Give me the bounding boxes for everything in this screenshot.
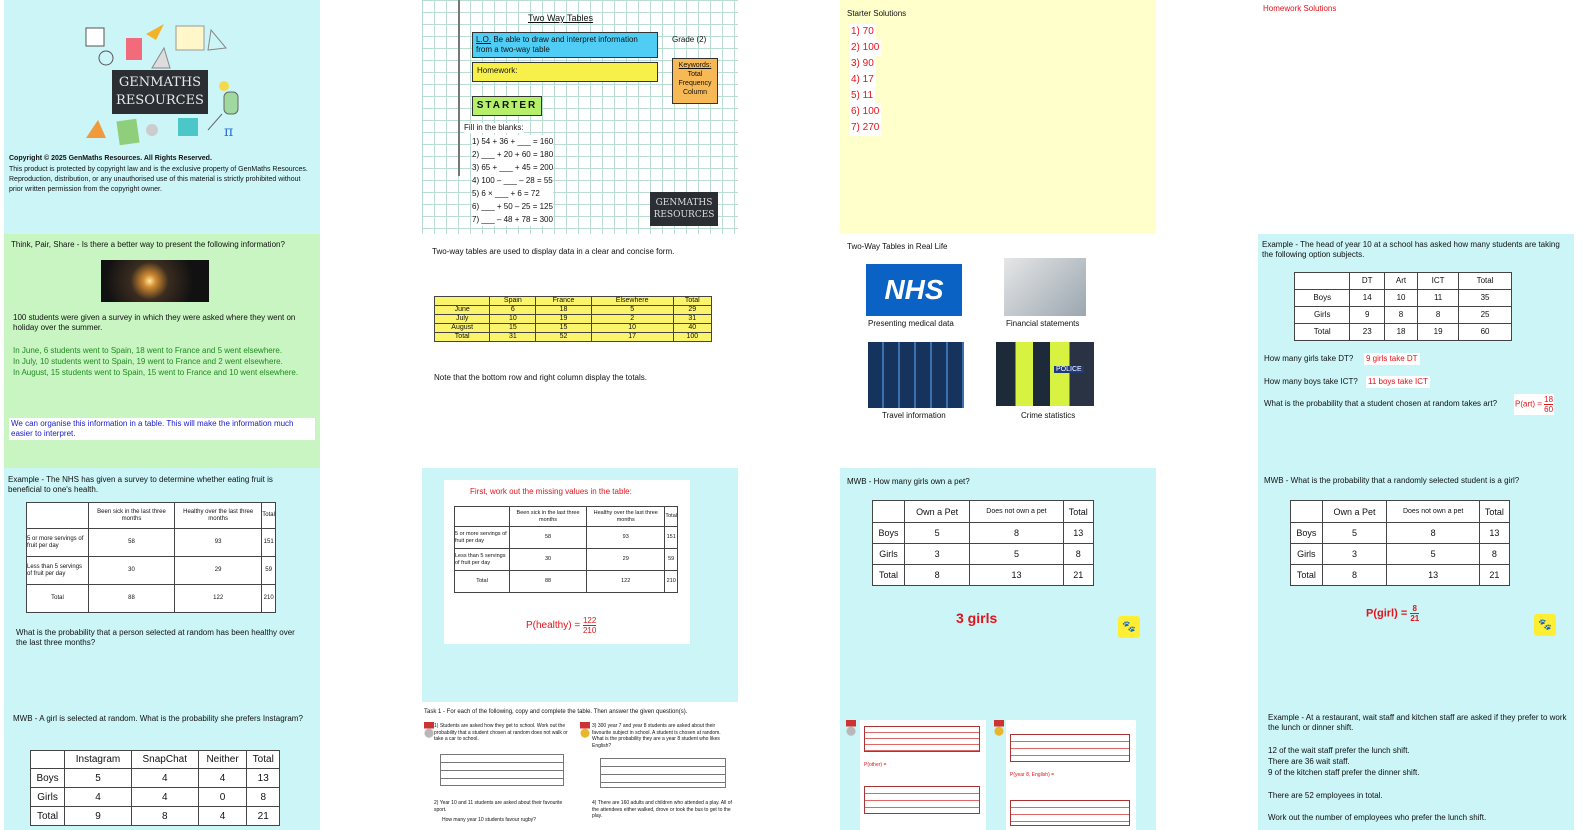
logo-line-1: GENMATHS bbox=[118, 75, 202, 90]
table-cell: July bbox=[435, 315, 490, 324]
table-cell: Girls bbox=[1291, 544, 1323, 565]
table-cell: 19 bbox=[536, 315, 591, 324]
slide-option-subjects bbox=[1258, 234, 1574, 468]
table-cell: 5 or more servings of fruit per day bbox=[455, 527, 510, 549]
table-cell: 122 bbox=[175, 585, 262, 613]
holiday-table bbox=[434, 296, 712, 342]
social-header-blank bbox=[31, 751, 65, 769]
slide-two-way-intro bbox=[422, 234, 738, 468]
lo-prefix: L.O. bbox=[476, 35, 492, 44]
fruit-table-answer bbox=[454, 506, 678, 593]
holiday-header-elsewhere: Elsewhere bbox=[591, 297, 673, 306]
caption-travel: Travel information bbox=[882, 411, 946, 420]
starter-q6: 6) ___ + 50 – 25 = 125 bbox=[472, 202, 553, 211]
p-other-label: P(other) = bbox=[864, 762, 887, 768]
answers-table-1 bbox=[864, 726, 980, 752]
table-cell: 29 bbox=[587, 549, 665, 571]
fruit-answer-header-healthy: Healthy over the last three months bbox=[587, 507, 665, 527]
solution-5: 5) 11 bbox=[849, 88, 875, 104]
starter-solutions-title: Starter Solutions bbox=[847, 9, 907, 18]
table-cell: Less than 5 servings of fruit per day bbox=[455, 549, 510, 571]
starter-q4: 4) 100 – ___ – 28 = 55 bbox=[472, 176, 553, 185]
option-subjects-table bbox=[1294, 272, 1512, 341]
learning-objective bbox=[472, 32, 658, 58]
holiday-header-france: France bbox=[536, 297, 591, 306]
table-cell: 23 bbox=[1350, 324, 1384, 341]
starter-questions bbox=[472, 135, 553, 226]
table-cell: Girls bbox=[1295, 307, 1350, 324]
table-cell: 19 bbox=[1418, 324, 1459, 341]
social-header-total: Total bbox=[247, 751, 280, 769]
table-cell: 21 bbox=[1063, 565, 1093, 586]
fruit-answer-header-sick: Been sick in the last three months bbox=[510, 507, 587, 527]
options-header-dt: DT bbox=[1350, 273, 1384, 290]
keywords-box bbox=[672, 58, 718, 104]
tps-green-line-1: In June, 6 students went to Spain, 18 went to France and 5 went elsewhere. bbox=[13, 346, 283, 355]
table-cell: 4 bbox=[65, 788, 132, 807]
slide-think-pair-share bbox=[4, 234, 320, 468]
homework-box bbox=[472, 62, 658, 82]
task-1-title: Task 1 - For each of the following, copy and complete the table. Then answer the given question(s). bbox=[424, 709, 688, 715]
p-year8-english-label: P(year 8, English) = bbox=[1010, 772, 1055, 778]
grade-label: Grade (2) bbox=[672, 35, 707, 44]
social-header-instagram: Instagram bbox=[65, 751, 132, 769]
real-life-title: Two-Way Tables in Real Life bbox=[847, 242, 948, 251]
svg-text:π: π bbox=[224, 124, 234, 140]
table-cell: 35 bbox=[1459, 290, 1512, 307]
nhs-example-title: Example - The NHS has given a survey to determine whether eating fruit is beneficial to one's health. bbox=[8, 475, 273, 494]
options-a3-prefix: P(art) = bbox=[1515, 399, 1542, 409]
table-cell: 5 bbox=[970, 544, 1063, 565]
solution-6: 6) 100 bbox=[849, 104, 881, 120]
fraction-denominator: 21 bbox=[1410, 614, 1420, 623]
solution-4: 4) 17 bbox=[849, 72, 876, 88]
starter-q3: 3) 65 + ___ + 45 = 200 bbox=[472, 163, 554, 172]
table-cell: 40 bbox=[673, 324, 711, 333]
starter-q2: 2) ___ + 20 + 60 = 180 bbox=[472, 150, 554, 159]
table-cell: Total bbox=[873, 565, 905, 586]
table-cell: 210 bbox=[262, 585, 276, 613]
pet-table-2 bbox=[1290, 500, 1510, 586]
slide-restaurant bbox=[1258, 702, 1574, 830]
social-header-snapchat: SnapChat bbox=[131, 751, 198, 769]
table-cell: 10 bbox=[490, 315, 536, 324]
table-cell: 10 bbox=[591, 324, 673, 333]
copyright-text: This product is protected by copyright law and is the exclusive property of GenMaths Resources. Reproduction, distribution, or any unauthorised use of this material is strictly prohibited without prior written permission from the copyright owner. bbox=[9, 166, 308, 193]
task-q1-table bbox=[440, 754, 564, 786]
nhs-logo bbox=[866, 264, 962, 316]
table-cell: 151 bbox=[262, 529, 276, 557]
slide-pet-probability bbox=[1258, 468, 1574, 702]
slide-title bbox=[422, 0, 738, 234]
table-cell: 3 bbox=[904, 544, 969, 565]
task-q2b: How many year 10 students favour rugby? bbox=[442, 817, 536, 823]
starter-solutions-list bbox=[849, 24, 881, 136]
calculator-image bbox=[1004, 258, 1086, 316]
table-cell: 10 bbox=[1384, 290, 1417, 307]
table-cell: 18 bbox=[536, 306, 591, 315]
table-cell: 13 bbox=[1387, 565, 1479, 586]
solution-7: 7) 270 bbox=[849, 120, 881, 136]
starter-q5: 5) 6 × ___ + 6 = 72 bbox=[472, 189, 540, 198]
medal-gold-icon bbox=[994, 720, 1004, 736]
table-cell: 8 bbox=[1479, 544, 1509, 565]
table-cell: 14 bbox=[1350, 290, 1384, 307]
slide-instagram bbox=[4, 702, 320, 830]
answers-table-3 bbox=[1010, 734, 1130, 762]
task-q2: 2) Year 10 and 11 students are asked about their favourite sport. bbox=[434, 800, 563, 813]
medal-gold-icon bbox=[580, 722, 590, 738]
table-cell: Boys bbox=[1291, 523, 1323, 544]
table-cell: 88 bbox=[89, 585, 175, 613]
task-q3-table bbox=[600, 758, 726, 788]
answers-card-left bbox=[860, 720, 986, 830]
fraction bbox=[583, 616, 596, 635]
table-cell: Total bbox=[455, 571, 510, 593]
nhs-answer-card bbox=[444, 480, 690, 644]
pet2-header-blank bbox=[1291, 501, 1323, 523]
small-logo bbox=[650, 192, 718, 226]
lightbulb-image bbox=[101, 260, 209, 302]
slide-nhs-answer bbox=[422, 468, 738, 702]
nhs-example-question: What is the probability that a person selected at random has been healthy over the last three months? bbox=[16, 628, 295, 647]
slide-nhs-example bbox=[4, 468, 320, 702]
table-cell: 15 bbox=[490, 324, 536, 333]
table-cell: 8 bbox=[904, 565, 969, 586]
table-cell: 122 bbox=[587, 571, 665, 593]
table-cell: 21 bbox=[1479, 565, 1509, 586]
tps-green-line-2: In July, 10 students went to Spain, 19 went to France and 2 went elsewhere. bbox=[13, 357, 283, 366]
answers-table-2 bbox=[864, 786, 980, 814]
table-cell: 58 bbox=[510, 527, 587, 549]
holiday-header-total: Total bbox=[673, 297, 711, 306]
table-cell: 60 bbox=[1459, 324, 1512, 341]
slide-pet-count bbox=[840, 468, 1156, 702]
table-cell: 13 bbox=[1479, 523, 1509, 544]
table-cell: 93 bbox=[587, 527, 665, 549]
table-cell: Girls bbox=[31, 788, 65, 807]
p-girl-answer bbox=[1366, 604, 1419, 623]
fraction-denominator: 60 bbox=[1544, 405, 1554, 414]
table-cell: 8 bbox=[1418, 307, 1459, 324]
pet-count-answer: 3 girls bbox=[956, 610, 998, 626]
table-cell: 59 bbox=[665, 549, 678, 571]
homework-label: Homework: bbox=[477, 66, 518, 75]
table-cell: 11 bbox=[1418, 290, 1459, 307]
table-cell: Less than 5 servings of fruit per day bbox=[27, 557, 89, 585]
table-cell: 18 bbox=[1384, 324, 1417, 341]
pet2-header-not-own: Does not own a pet bbox=[1387, 501, 1479, 523]
holiday-header-blank bbox=[435, 297, 490, 306]
police-image bbox=[996, 342, 1094, 406]
table-cell: 4 bbox=[198, 769, 247, 788]
pet2-header-own: Own a Pet bbox=[1322, 501, 1387, 523]
table-cell: 9 bbox=[1350, 307, 1384, 324]
holiday-header-spain: Spain bbox=[490, 297, 536, 306]
paw-icon[interactable]: 🐾 bbox=[1534, 614, 1556, 636]
table-cell: August bbox=[435, 324, 490, 333]
totals-note: Note that the bottom row and right column display the totals. bbox=[434, 373, 648, 382]
options-q3: What is the probability that a student chosen at random takes art? bbox=[1264, 399, 1498, 408]
table-cell: 59 bbox=[262, 557, 276, 585]
slide-starter-solutions bbox=[840, 0, 1156, 234]
options-header-blank bbox=[1295, 273, 1350, 290]
table-cell: 31 bbox=[673, 315, 711, 324]
restaurant-title: Example - At a restaurant, wait staff and kitchen staff are asked if they prefer to work the lunch or dinner shift. bbox=[1268, 713, 1567, 732]
table-cell: 29 bbox=[175, 557, 262, 585]
table-cell: 4 bbox=[131, 769, 198, 788]
keyword-3: Column bbox=[682, 89, 708, 96]
copyright-heading: Copyright © 2025 GenMaths Resources. All Rights Reserved. bbox=[9, 155, 212, 162]
caption-crime: Crime statistics bbox=[1021, 411, 1076, 420]
restaurant-line-1: 12 of the wait staff prefer the lunch shift. bbox=[1268, 746, 1410, 755]
tps-title: Think, Pair, Share - Is there a better way to present the following information? bbox=[11, 240, 285, 249]
table-cell: 5 or more servings of fruit per day bbox=[27, 529, 89, 557]
police-badge-text: POLICE bbox=[1056, 366, 1082, 373]
table-cell: 8 bbox=[247, 788, 280, 807]
table-cell: 6 bbox=[490, 306, 536, 315]
logo-line-2: RESOURCES bbox=[116, 93, 204, 108]
table-cell: Girls bbox=[873, 544, 905, 565]
fruit-answer-header-blank bbox=[455, 507, 510, 527]
table-cell: 0 bbox=[198, 788, 247, 807]
nhs-text: NHS bbox=[884, 274, 944, 305]
twoway-intro-text: Two-way tables are used to display data in a clear and concise form. bbox=[432, 247, 675, 256]
p-healthy-answer bbox=[526, 616, 596, 635]
answers-table-4 bbox=[1010, 800, 1130, 826]
solution-1: 1) 70 bbox=[849, 24, 876, 40]
table-cell: 52 bbox=[536, 333, 591, 342]
caption-financial: Financial statements bbox=[1006, 319, 1080, 328]
options-header-total: Total bbox=[1459, 273, 1512, 290]
options-a3 bbox=[1514, 394, 1554, 415]
fruit-header-total: Total bbox=[262, 503, 276, 529]
fruit-table bbox=[26, 502, 276, 613]
fraction bbox=[1410, 604, 1419, 623]
table-cell: 25 bbox=[1459, 307, 1512, 324]
fill-in-label: Fill in the blanks: bbox=[464, 123, 524, 132]
table-cell: 5 bbox=[1322, 523, 1387, 544]
pet-header-own: Own a Pet bbox=[904, 501, 969, 523]
table-cell: 2 bbox=[591, 315, 673, 324]
keyword-2: Frequency bbox=[678, 80, 712, 87]
slide-task-1-answers bbox=[840, 702, 1156, 830]
pet-count-title: MWB - How many girls own a pet? bbox=[847, 477, 970, 486]
table-cell: 5 bbox=[65, 769, 132, 788]
table-cell: 3 bbox=[1322, 544, 1387, 565]
fraction-denominator: 210 bbox=[582, 626, 597, 635]
table-cell: Total bbox=[1291, 565, 1323, 586]
lo-text: Be able to draw and interpret information from a two-way table bbox=[476, 35, 638, 54]
options-title: Example - The head of year 10 at a school has asked how many students are taking the following option subjects. bbox=[1262, 240, 1560, 259]
logo-box bbox=[112, 70, 208, 114]
medal-silver-icon bbox=[424, 722, 434, 738]
social-header-neither: Neither bbox=[198, 751, 247, 769]
table-cell: 5 bbox=[591, 306, 673, 315]
restaurant-task: Work out the number of employees who prefer the lunch shift. bbox=[1268, 813, 1487, 822]
pet2-header-total: Total bbox=[1479, 501, 1509, 523]
table-cell: 8 bbox=[1384, 307, 1417, 324]
table-cell: June bbox=[435, 306, 490, 315]
table-cell: 5 bbox=[904, 523, 969, 544]
table-cell: 17 bbox=[591, 333, 673, 342]
slide-task-1 bbox=[422, 702, 738, 830]
table-cell: 30 bbox=[510, 549, 587, 571]
table-cell: 5 bbox=[1387, 544, 1479, 565]
medal-silver-icon bbox=[846, 720, 856, 736]
instagram-title: MWB - A girl is selected at random. What is the probability she prefers Instagram? bbox=[13, 714, 303, 723]
fruit-header-sick: Been sick in the last three months bbox=[89, 503, 175, 529]
fraction-numerator: 8 bbox=[1410, 604, 1419, 614]
table-cell: 8 bbox=[131, 807, 198, 826]
slide-homework-solutions bbox=[1258, 0, 1574, 234]
restaurant-total: There are 52 employees in total. bbox=[1268, 791, 1383, 800]
options-a1: 9 girls take DT bbox=[1366, 354, 1418, 363]
social-media-table bbox=[30, 750, 280, 826]
table-cell: 100 bbox=[673, 333, 711, 342]
table-cell: 58 bbox=[89, 529, 175, 557]
table-cell: Total bbox=[1295, 324, 1350, 341]
fruit-header-healthy: Healthy over the last three months bbox=[175, 503, 262, 529]
starter-banner: STARTER bbox=[472, 96, 542, 116]
task-q1: 1) Students are asked how they get to school. Work out the probability that a student chosen at random does not walk or take a car to school. bbox=[434, 723, 568, 742]
slide-real-life bbox=[840, 234, 1156, 468]
small-logo-line-2: RESOURCES bbox=[653, 210, 715, 220]
p-girl-prefix: P(girl) = bbox=[1366, 607, 1408, 620]
table-cell: 151 bbox=[665, 527, 678, 549]
table-cell: 13 bbox=[247, 769, 280, 788]
answers-card-right bbox=[1006, 720, 1136, 830]
table-cell: 21 bbox=[247, 807, 280, 826]
keywords-title: Keywords: bbox=[678, 62, 712, 69]
fruit-answer-header-total: Total bbox=[665, 507, 678, 527]
table-cell: Boys bbox=[31, 769, 65, 788]
options-q1: How many girls take DT? bbox=[1264, 354, 1354, 363]
options-header-ict: ICT bbox=[1418, 273, 1459, 290]
solution-2: 2) 100 bbox=[849, 40, 881, 56]
tps-note: We can organise this information in a table. This will make the information much easier to interpret. bbox=[9, 418, 315, 440]
table-cell: 15 bbox=[536, 324, 591, 333]
table-cell: Boys bbox=[873, 523, 905, 544]
pet-header-total: Total bbox=[1063, 501, 1093, 523]
slide-cover bbox=[4, 0, 320, 234]
departure-board-image bbox=[868, 342, 964, 408]
tps-green-line-3: In August, 15 students went to Spain, 15 went to France and 10 went elsewhere. bbox=[13, 368, 299, 377]
options-header-art: Art bbox=[1384, 273, 1417, 290]
pet-header-blank bbox=[873, 501, 905, 523]
tps-intro: 100 students were given a survey in which they were asked where they went on holiday over the summer. bbox=[13, 313, 296, 332]
table-cell: 4 bbox=[131, 788, 198, 807]
options-q2: How many boys take ICT? bbox=[1264, 377, 1358, 386]
table-cell: 31 bbox=[490, 333, 536, 342]
table-cell: 29 bbox=[673, 306, 711, 315]
restaurant-line-3: 9 of the kitchen staff prefer the dinner shift. bbox=[1268, 768, 1420, 777]
homework-solutions-title: Homework Solutions bbox=[1263, 4, 1337, 13]
starter-q7: 7) ___ – 48 + 78 = 300 bbox=[472, 215, 553, 224]
pet-probability-title: MWB - What is the probability that a randomly selected student is a girl? bbox=[1264, 476, 1520, 485]
small-logo-line-1: GENMATHS bbox=[655, 198, 713, 208]
fraction-numerator: 18 bbox=[1544, 395, 1554, 404]
table-cell: 8 bbox=[970, 523, 1063, 544]
table-cell: 8 bbox=[1387, 523, 1479, 544]
pet-header-not-own: Does not own a pet bbox=[970, 501, 1063, 523]
keyword-1: Total bbox=[687, 71, 703, 78]
fruit-header-blank bbox=[27, 503, 89, 529]
lesson-title: Two Way Tables bbox=[528, 13, 594, 23]
table-cell: Total bbox=[435, 333, 490, 342]
paw-icon[interactable]: 🐾 bbox=[1118, 616, 1140, 638]
options-a2: 11 boys take ICT bbox=[1368, 377, 1428, 386]
table-cell: Total bbox=[27, 585, 89, 613]
fraction bbox=[1544, 395, 1553, 414]
table-cell: Boys bbox=[1295, 290, 1350, 307]
solution-3: 3) 90 bbox=[849, 56, 876, 72]
table-cell: 93 bbox=[175, 529, 262, 557]
table-cell: 9 bbox=[65, 807, 132, 826]
margin-line bbox=[458, 0, 460, 176]
logo-cluster bbox=[76, 20, 256, 150]
task-q3: 3) 300 year 7 and year 8 students are asked about their favourite subject in school. A student is chosen at random. What is the probability they are a year 8 student who likes English? bbox=[592, 723, 721, 749]
table-cell: Total bbox=[31, 807, 65, 826]
task-q4: 4) There are 160 adults and children who attended a play. All of the attendees either walked, drove or took the bus to get to the play. bbox=[592, 800, 732, 819]
table-cell: 210 bbox=[665, 571, 678, 593]
table-cell: 30 bbox=[89, 557, 175, 585]
pet-table bbox=[872, 500, 1094, 586]
starter-q1: 1) 54 + 36 + ___ = 160 bbox=[472, 137, 554, 146]
table-cell: 13 bbox=[1063, 523, 1093, 544]
restaurant-line-2: There are 36 wait staff. bbox=[1268, 757, 1350, 766]
table-cell: 4 bbox=[198, 807, 247, 826]
missing-values-instruction: First, work out the missing values in the table: bbox=[470, 487, 632, 496]
p-healthy-prefix: P(healthy) = bbox=[526, 620, 581, 632]
fraction-numerator: 122 bbox=[582, 616, 597, 625]
table-cell: 8 bbox=[1063, 544, 1093, 565]
caption-medical: Presenting medical data bbox=[868, 319, 954, 328]
table-cell: 88 bbox=[510, 571, 587, 593]
table-cell: 13 bbox=[970, 565, 1063, 586]
table-cell: 8 bbox=[1322, 565, 1387, 586]
